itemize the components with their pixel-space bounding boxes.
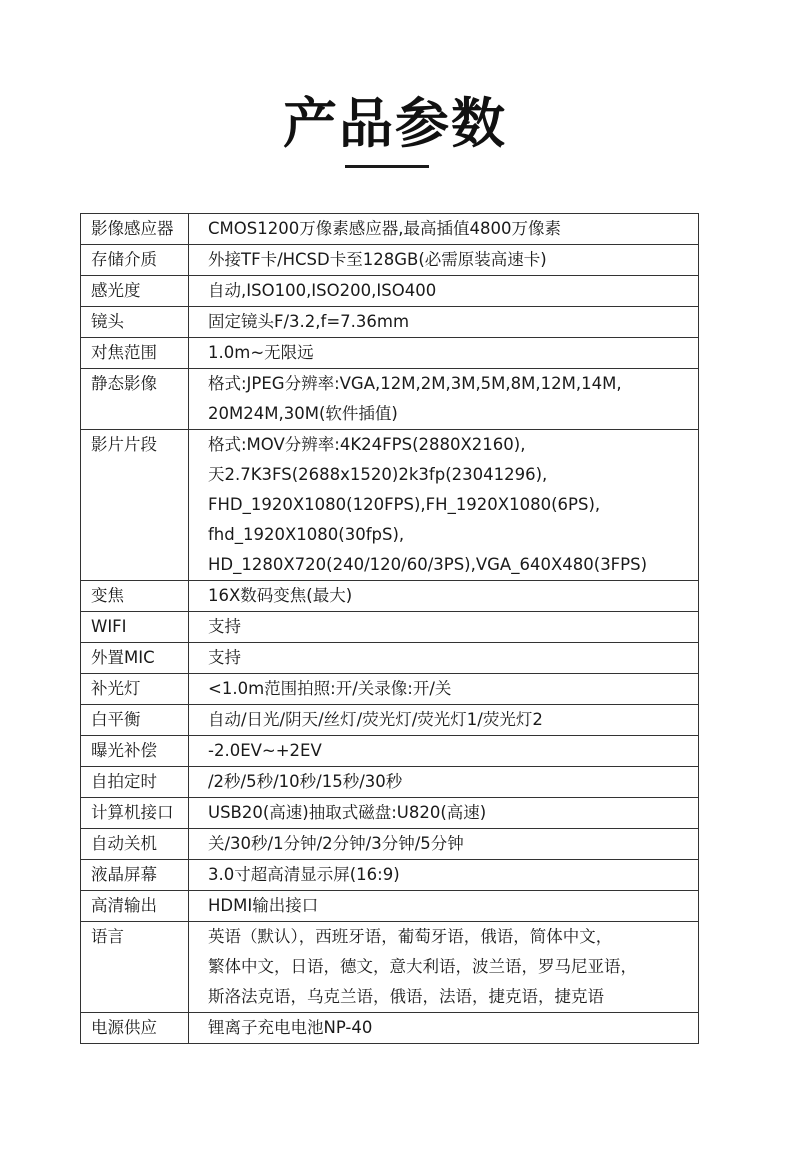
spec-row bbox=[81, 674, 699, 705]
spec-row bbox=[81, 922, 699, 1013]
spec-value-line: FHD_1920X1080(120FPS),FH_1920X1080(6PS), bbox=[208, 495, 601, 514]
spec-value bbox=[189, 798, 699, 829]
spec-value bbox=[189, 922, 699, 1013]
spec-row bbox=[81, 891, 699, 922]
spec-value-line: 固定镜头F/3.2,f=7.36mm bbox=[208, 312, 410, 331]
spec-label: 自拍定时 bbox=[81, 767, 189, 798]
spec-value bbox=[189, 430, 699, 581]
spec-row bbox=[81, 245, 699, 276]
spec-value-line: 3.0寸超高清显示屏(16:9) bbox=[208, 865, 400, 884]
spec-row bbox=[81, 307, 699, 338]
spec-value bbox=[189, 643, 699, 674]
spec-value-line: CMOS1200万像素感应器,最高插值4800万像素 bbox=[208, 219, 561, 238]
spec-value-line: 1.0m~无限远 bbox=[208, 343, 314, 362]
spec-value bbox=[189, 829, 699, 860]
spec-label: 补光灯 bbox=[81, 674, 189, 705]
spec-value-line: 英语（默认），西班牙语，葡萄牙语，俄语，简体中文， bbox=[208, 927, 613, 946]
spec-value-line: HDMI输出接口 bbox=[208, 896, 319, 915]
spec-value bbox=[189, 245, 699, 276]
spec-label: 静态影像 bbox=[81, 369, 189, 430]
spec-row bbox=[81, 214, 699, 245]
spec-value-line: <1.0m范围拍照:开/关录像:开/关 bbox=[208, 679, 452, 698]
spec-label: 镜头 bbox=[81, 307, 189, 338]
spec-label: 电源供应 bbox=[81, 1013, 189, 1044]
spec-value bbox=[189, 369, 699, 430]
spec-value-line: 锂离子充电电池NP-40 bbox=[208, 1018, 373, 1037]
spec-value-line: 外接TF卡/HCSD卡至128GB(必需原装高速卡) bbox=[208, 250, 547, 269]
spec-value bbox=[189, 276, 699, 307]
spec-value-line: USB20(高速)抽取式磁盘:U820(高速) bbox=[208, 803, 487, 822]
spec-value bbox=[189, 307, 699, 338]
spec-value bbox=[189, 581, 699, 612]
spec-value-line: 繁体中文，日语，德文，意大利语，波兰语，罗马尼亚语， bbox=[208, 957, 637, 976]
spec-value bbox=[189, 674, 699, 705]
spec-row bbox=[81, 643, 699, 674]
title-underline bbox=[345, 165, 429, 168]
page-title: 产品参数 bbox=[283, 92, 507, 155]
spec-row bbox=[81, 338, 699, 369]
spec-row bbox=[81, 581, 699, 612]
spec-value-line: fhd_1920X1080(30fpS), bbox=[208, 525, 405, 544]
spec-value-line: 斯洛法克语，乌克兰语，俄语，法语，捷克语，捷克语 bbox=[208, 987, 604, 1006]
spec-value-line: 自动/日光/阴天/丝灯/荧光灯/荧光灯1/荧光灯2 bbox=[208, 710, 543, 729]
spec-value-line: 20M24M,30M(软件插值) bbox=[208, 404, 398, 423]
spec-row bbox=[81, 1013, 699, 1044]
spec-label: 曝光补偿 bbox=[81, 736, 189, 767]
spec-value-line: 支持 bbox=[208, 617, 241, 636]
spec-label: 白平衡 bbox=[81, 705, 189, 736]
spec-value bbox=[189, 736, 699, 767]
spec-row bbox=[81, 276, 699, 307]
spec-value-line: -2.0EV~+2EV bbox=[208, 741, 322, 760]
spec-table-body bbox=[81, 214, 699, 1044]
spec-value bbox=[189, 767, 699, 798]
spec-value-line: HD_1280X720(240/120/60/3PS),VGA_640X480(3FPS) bbox=[208, 555, 648, 574]
spec-row bbox=[81, 612, 699, 643]
spec-value-line: 支持 bbox=[208, 648, 241, 667]
spec-value bbox=[189, 214, 699, 245]
spec-label: 液晶屏幕 bbox=[81, 860, 189, 891]
spec-row bbox=[81, 705, 699, 736]
spec-value-line: 天2.7K3FS(2688x1520)2k3fp(23041296), bbox=[208, 465, 548, 484]
spec-value bbox=[189, 612, 699, 643]
spec-value bbox=[189, 705, 699, 736]
spec-row bbox=[81, 860, 699, 891]
spec-label: WIFI bbox=[81, 612, 189, 643]
spec-label: 影像感应器 bbox=[81, 214, 189, 245]
spec-label: 影片片段 bbox=[81, 430, 189, 581]
spec-value-line: 格式:MOV分辨率:4K24FPS(2880X2160), bbox=[208, 435, 526, 454]
spec-label: 感光度 bbox=[81, 276, 189, 307]
spec-label: 对焦范围 bbox=[81, 338, 189, 369]
spec-label: 高清输出 bbox=[81, 891, 189, 922]
spec-row bbox=[81, 369, 699, 430]
spec-value-line: /2秒/5秒/10秒/15秒/30秒 bbox=[208, 772, 403, 791]
spec-label: 自动关机 bbox=[81, 829, 189, 860]
spec-value-line: 格式:JPEG分辨率:VGA,12M,2M,3M,5M,8M,12M,14M, bbox=[208, 374, 622, 393]
spec-value bbox=[189, 338, 699, 369]
spec-value-line: 16X数码变焦(最大) bbox=[208, 586, 353, 605]
spec-value bbox=[189, 860, 699, 891]
spec-table bbox=[80, 213, 699, 1044]
spec-row bbox=[81, 430, 699, 581]
spec-label: 计算机接口 bbox=[81, 798, 189, 829]
spec-row bbox=[81, 736, 699, 767]
spec-label: 语言 bbox=[81, 922, 189, 1013]
spec-row bbox=[81, 798, 699, 829]
spec-value-line: 自动,ISO100,ISO200,ISO400 bbox=[208, 281, 437, 300]
spec-label: 变焦 bbox=[81, 581, 189, 612]
spec-label: 外置MIC bbox=[81, 643, 189, 674]
spec-value-line: 关/30秒/1分钟/2分钟/3分钟/5分钟 bbox=[208, 834, 464, 853]
spec-value bbox=[189, 891, 699, 922]
spec-value bbox=[189, 1013, 699, 1044]
spec-row bbox=[81, 829, 699, 860]
spec-label: 存储介质 bbox=[81, 245, 189, 276]
spec-row bbox=[81, 767, 699, 798]
